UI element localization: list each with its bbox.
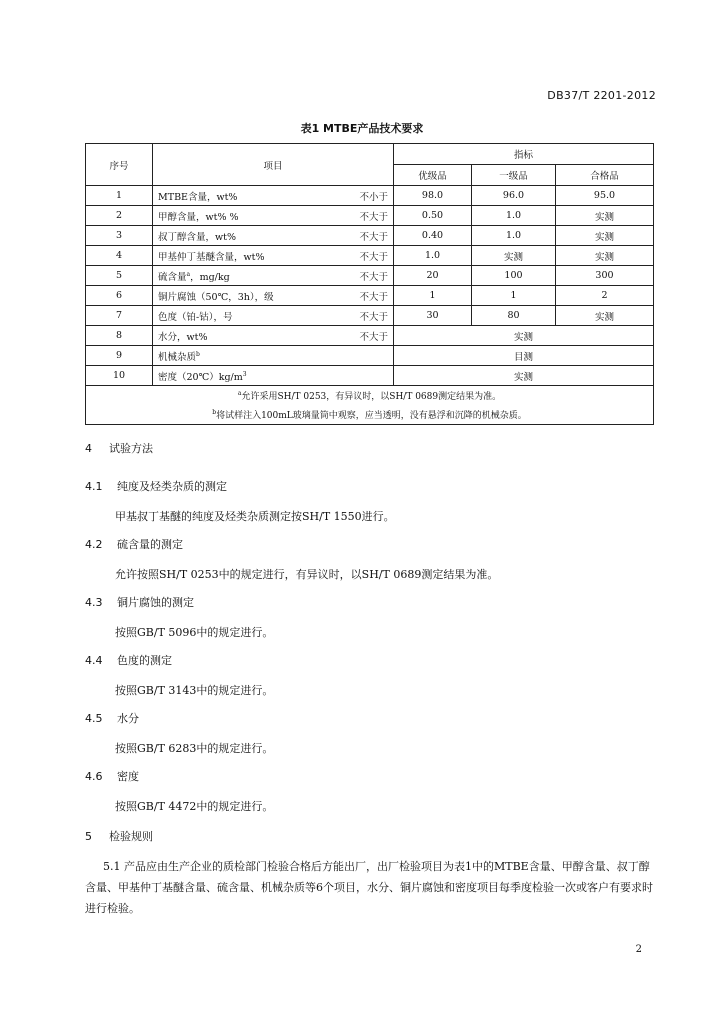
header-grade-first: 一级品: [472, 165, 556, 186]
cell-merged-value: 实测: [394, 366, 654, 386]
cell-item: 叔丁醇含量，wt% 不大于: [153, 226, 394, 246]
cell-value: 2: [556, 286, 654, 306]
cell-value: 0.50: [394, 206, 472, 226]
cell-limit: 不大于: [359, 271, 388, 283]
table-note-b: $^b$将试样注入100mL玻璃量筒中观察，应当透明，没有悬浮和沉降的机械杂质。: [86, 405, 654, 425]
cell-limit: 不大于: [359, 311, 388, 323]
cell-value: 98.0: [394, 186, 472, 206]
cell-value: 95.0: [556, 186, 654, 206]
cell-seq: 5: [86, 266, 153, 286]
table-row: [86, 226, 654, 246]
cell-item: 色度（铂-钴），号 不大于: [153, 306, 394, 326]
cell-value: 实测: [556, 226, 654, 246]
section-4-6-text: 按照GB/T 4472中的规定进行。: [115, 800, 274, 813]
section-4-5-text: 按照GB/T 6283中的规定进行。: [115, 742, 274, 755]
cell-value: 实测: [472, 246, 556, 266]
table-row: [86, 326, 654, 346]
cell-value: 96.0: [472, 186, 556, 206]
section-4-4-text: 按照GB/T 3143中的规定进行。: [115, 684, 274, 697]
table-row: [86, 266, 654, 286]
standard-code: DB37/T 2201-2012: [547, 89, 656, 102]
cell-item: 机械杂质$^b$: [153, 346, 394, 366]
cell-value: 20: [394, 266, 472, 286]
cell-limit: 不大于: [359, 251, 388, 263]
cell-item: 硫含量$^a$，mg/kg 不大于: [153, 266, 394, 286]
table-row: [86, 306, 654, 326]
cell-item: 水分，wt% 不大于: [153, 326, 394, 346]
cell-seq: 2: [86, 206, 153, 226]
cell-value: 1: [394, 286, 472, 306]
table-row: [86, 246, 654, 266]
table-note-a: $^a$允许采用SH/T 0253，有异议时，以SH/T 0689测定结果为准。: [86, 386, 654, 406]
cell-value: 1: [472, 286, 556, 306]
table-row: [86, 366, 654, 386]
section-4-4-heading: 4.4 色度的测定: [85, 654, 172, 667]
cell-seq: 10: [86, 366, 153, 386]
section-4-heading: 4 试验方法: [85, 442, 153, 455]
table-row: [86, 206, 654, 226]
header-grade-premium: 优级品: [394, 165, 472, 186]
cell-value: 30: [394, 306, 472, 326]
page-number: 2: [635, 944, 642, 955]
header-seq: 序号: [86, 144, 153, 186]
section-4-3-text: 按照GB/T 5096中的规定进行。: [115, 626, 274, 639]
cell-merged-value: 目测: [394, 346, 654, 366]
cell-value: 100: [472, 266, 556, 286]
cell-item: MTBE含量，wt% 不小于: [153, 186, 394, 206]
cell-value: 实测: [556, 206, 654, 226]
section-4-2-text: 允许按照SH/T 0253中的规定进行，有异议时，以SH/T 0689测定结果为准。: [115, 568, 499, 581]
cell-seq: 4: [86, 246, 153, 266]
cell-seq: 7: [86, 306, 153, 326]
cell-seq: 6: [86, 286, 153, 306]
header-grade-qualified: 合格品: [556, 165, 654, 186]
header-item: 项目: [153, 144, 394, 186]
section-4-6-heading: 4.6 密度: [85, 770, 139, 783]
section-4-5-heading: 4.5 水分: [85, 712, 139, 725]
section-4-3-heading: 4.3 铜片腐蚀的测定: [85, 596, 194, 609]
cell-item: 甲基仲丁基醚含量，wt% 不大于: [153, 246, 394, 266]
cell-limit: 不小于: [359, 191, 388, 203]
cell-limit: 不大于: [359, 211, 388, 223]
cell-value: 300: [556, 266, 654, 286]
cell-limit: 不大于: [359, 231, 388, 243]
table-row: [86, 186, 654, 206]
cell-seq: 1: [86, 186, 153, 206]
cell-limit: 不大于: [359, 291, 388, 303]
cell-value: 1.0: [472, 226, 556, 246]
cell-seq: 8: [86, 326, 153, 346]
section-5-1-paragraph: 5.1 产品应由生产企业的质检部门检验合格后方能出厂，出厂检验项目为表1中的MTBE含量、甲醇含量、叔丁醇含量、甲基仲丁基醚含量、硫含量、机械杂质等6个项目，水分、铜片腐蚀和密度项目每季度检验一次或客户有要求时进行检验。: [85, 860, 653, 915]
section-4-2-heading: 4.2 硫含量的测定: [85, 538, 183, 551]
cell-seq: 3: [86, 226, 153, 246]
table-row: [86, 346, 654, 366]
cell-value: 80: [472, 306, 556, 326]
cell-value: 实测: [556, 246, 654, 266]
section-4-1-heading: 4.1 纯度及烃类杂质的测定: [85, 480, 227, 493]
spec-table: [85, 143, 654, 425]
cell-item: 密度$(20℃)kg/m^3$: [153, 366, 394, 386]
header-indicator: 指标: [394, 144, 654, 165]
table-caption: 表1 MTBE产品技术要求: [300, 122, 424, 135]
section-4-1-text: 甲基叔丁基醚的纯度及烃类杂质测定按SH/T 1550进行。: [115, 510, 395, 523]
cell-value: 1.0: [394, 246, 472, 266]
table-row: [86, 286, 654, 306]
cell-item: 铜片腐蚀（50℃，3h），级 不大于: [153, 286, 394, 306]
cell-merged-value: 实测: [394, 326, 654, 346]
cell-value: 1.0: [472, 206, 556, 226]
section-5-heading: 5 检验规则: [85, 830, 153, 843]
cell-item: 甲醇含量，wt% % 不大于: [153, 206, 394, 226]
cell-value: 实测: [556, 306, 654, 326]
cell-value: 0.40: [394, 226, 472, 246]
cell-limit: 不大于: [359, 331, 388, 343]
cell-seq: 9: [86, 346, 153, 366]
